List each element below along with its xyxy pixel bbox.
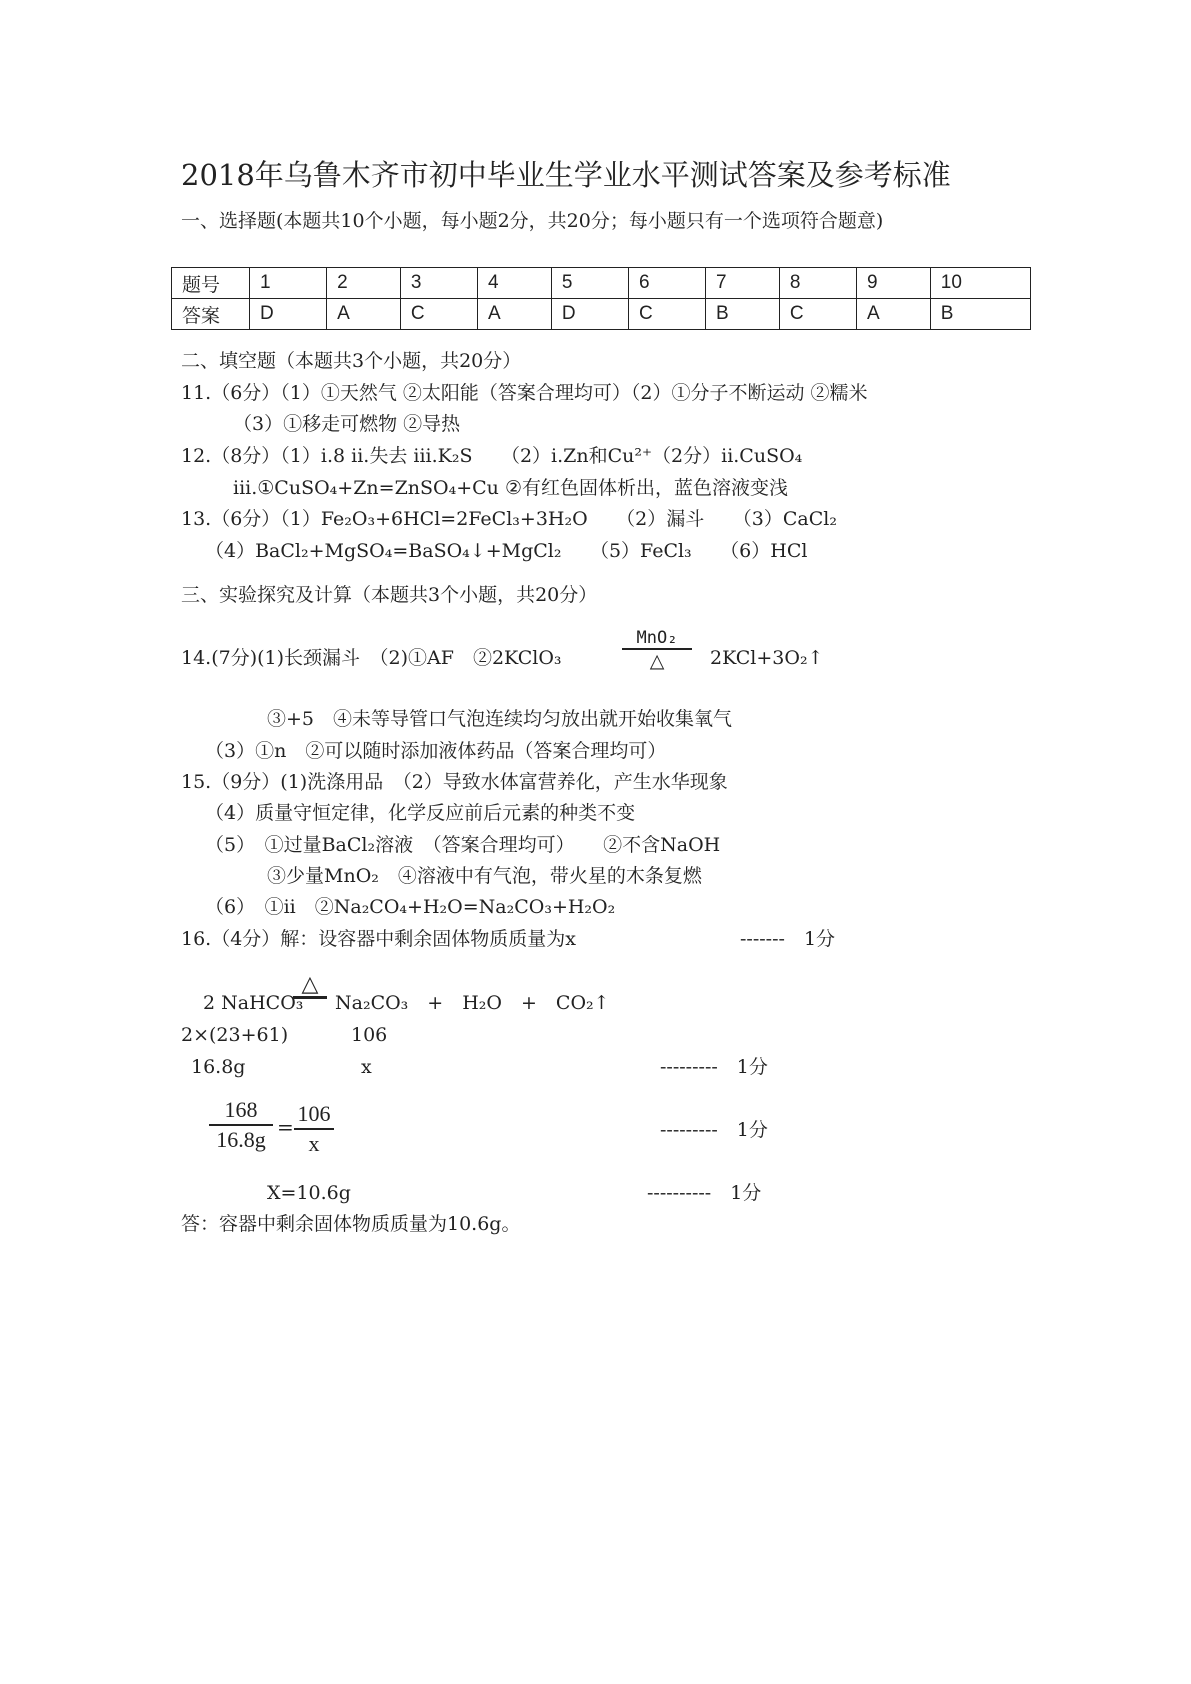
equals-sign: = [277,1115,294,1139]
q16-reactant: 2 NaHCO₃ [203,992,304,1014]
q16-result: X=10.6g [267,1182,351,1204]
table-cell: 8 [779,268,856,299]
table-cell: B [930,299,1030,330]
table-row-answers [172,299,1031,330]
table-cell: 7 [706,268,780,299]
q16-score-2: --------- 1分 [660,1056,768,1078]
row-label-answer: 答案 [172,299,250,330]
table-cell: D [250,299,327,330]
table-cell: A [478,299,552,330]
q16-fraction-2 [294,1100,334,1158]
table-cell: 4 [478,268,552,299]
q16-line-1: 16.（4分）解：设容器中剩余固体物质质量为x [181,928,577,950]
table-cell: C [400,299,477,330]
q14-line-2: ③+5 ④未等导管口气泡连续均匀放出就开始收集氧气 [267,708,733,730]
q13-line-2: （4）BaCl₂+MgSO₄=BaSO₄↓+MgCl₂ （5）FeCl₃ （6）HCl [205,540,808,562]
q14-line-3: （3）①n ②可以随时添加液体药品（答案合理均可） [205,740,667,762]
answer-table [171,267,1031,330]
page-title: 2018年乌鲁木齐市初中毕业生学业水平测试答案及参考标准 [181,158,951,192]
table-cell: A [856,299,930,330]
table-cell: 2 [327,268,401,299]
q12-line-1: 12.（8分）（1）i.8 ii.失去 iii.K₂S （2）i.Zn和Cu²⁺（2分）ii.CuSO₄ [181,445,803,467]
q16-known-mass: 16.8g [191,1056,246,1078]
q16-products: Na₂CO₃ + H₂O + CO₂↑ [335,992,610,1014]
table-cell: A [327,299,401,330]
q15-line-3: （5） ①过量BaCl₂溶液 （答案合理均可） ②不含NaOH [205,834,721,856]
table-cell: B [706,299,780,330]
section-2-heading: 二、填空题（本题共3个小题，共20分） [181,350,522,372]
q16-final-answer: 答：容器中剩余固体物质质量为10.6g。 [181,1213,521,1235]
q16-molar-mass-2: 106 [351,1024,388,1046]
q16-fraction-1 [209,1096,273,1154]
q11-line-1: 11.（6分）（1）①天然气 ②太阳能（答案合理均可）（2）①分子不断运动 ②糯米 [181,382,868,404]
q15-line-1: 15.（9分）(1)洗涤用品 （2）导致水体富营养化，产生水华现象 [181,771,728,793]
q11-line-2: （3）①移走可燃物 ②导热 [233,413,461,435]
q14-catalyst: MnO₂ [636,628,678,648]
heat-symbol: △ [649,650,665,672]
q16-molar-mass-1: 2×(23+61) [181,1024,289,1046]
q16-score-3: --------- 1分 [660,1119,768,1141]
q15-line-2: （4）质量守恒定律，化学反应前后元素的种类不变 [205,802,636,824]
table-cell: D [551,299,628,330]
table-row-numbers [172,268,1031,299]
table-cell: 3 [400,268,477,299]
table-cell: 6 [628,268,705,299]
q16-score-1: ------- 1分 [740,928,836,950]
table-cell: C [779,299,856,330]
section-3-heading: 三、实验探究及计算（本题共3个小题，共20分） [181,584,598,606]
table-cell: 1 [250,268,327,299]
q15-line-4: ③少量MnO₂ ④溶液中有气泡，带火星的木条复燃 [267,865,702,887]
table-cell: 5 [551,268,628,299]
table-cell: 10 [930,268,1030,299]
fraction-denominator: x [308,1131,320,1156]
table-cell: C [628,299,705,330]
q12-line-2: iii.①CuSO₄+Zn=ZnSO₄+Cu ②有红色固体析出，蓝色溶液变浅 [233,477,788,499]
section-1-heading: 一、选择题(本题共10个小题，每小题2分，共20分；每小题只有一个选项符合题意) [181,210,884,232]
q14-line-1: 14.(7分)(1)长颈漏斗 （2)①AF ②2KClO₃ [181,647,562,669]
row-label-number: 题号 [172,268,250,299]
fraction-numerator: 168 [209,1096,273,1126]
fraction-denominator: 16.8g [216,1127,266,1152]
q16-reaction-condition [293,974,327,999]
q13-line-1: 13.（6分）（1）Fe₂O₃+6HCl=2FeCl₃+3H₂O （2）漏斗 （3）CaCl₂ [181,508,837,530]
q16-score-4: ---------- 1分 [647,1182,762,1204]
heat-symbol: △ [301,972,319,997]
table-cell: 9 [856,268,930,299]
q14-products: 2KCl+3O₂↑ [710,647,824,669]
q14-reaction-condition [622,628,692,672]
fraction-numerator: 106 [294,1100,334,1130]
q16-unknown: x [361,1056,372,1078]
q15-line-5: （6） ①ii ②Na₂CO₄+H₂O=Na₂CO₃+H₂O₂ [205,896,616,918]
